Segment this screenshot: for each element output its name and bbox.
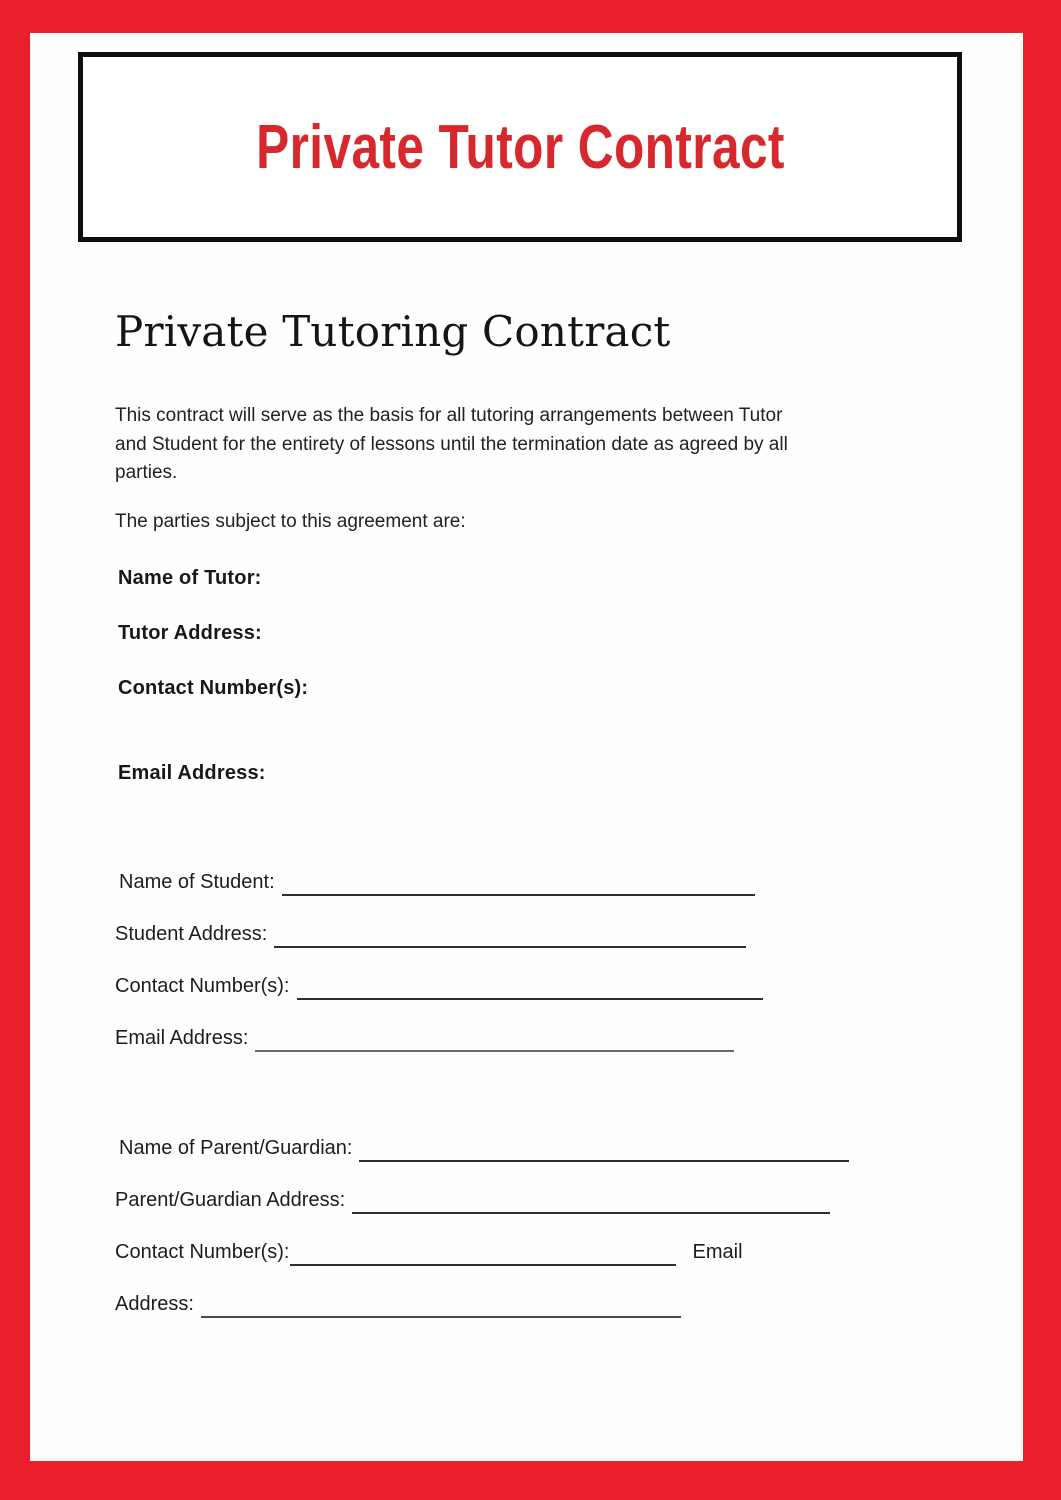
header-title: Private Tutor Contract <box>255 112 785 182</box>
field-row-guardian-email-address <box>115 1288 967 1318</box>
header-box <box>78 52 962 242</box>
fill-in-line[interactable] <box>290 1242 676 1266</box>
fill-in-line[interactable] <box>359 1138 849 1162</box>
tutor-section <box>115 564 967 787</box>
field-row-student-contact <box>115 970 967 1000</box>
intro-paragraph <box>115 402 967 488</box>
field-label-suffix: Email <box>692 1240 743 1263</box>
intro-line: This contract will serve as the basis for all tutoring arrangements between Tutor <box>115 405 783 426</box>
field-label: Contact Number(s): <box>115 1240 290 1263</box>
fill-in-line[interactable] <box>274 924 746 948</box>
tutor-contact-label: Contact Number(s): <box>118 676 309 699</box>
fill-in-line[interactable] <box>255 1028 734 1052</box>
student-section <box>115 866 967 1052</box>
contract-body <box>30 306 1023 1318</box>
intro-line: parties. <box>115 462 178 483</box>
fill-in-line[interactable] <box>297 976 763 1000</box>
field-row-student-address <box>115 918 967 948</box>
tutor-name-label: Name of Tutor: <box>118 566 262 589</box>
fill-in-line[interactable] <box>201 1294 681 1318</box>
fill-in-line[interactable] <box>282 872 755 896</box>
field-label: Name of Student: <box>119 870 275 893</box>
tutor-address-label: Tutor Address: <box>118 621 262 644</box>
tutor-email-label: Email Address: <box>118 761 266 784</box>
guardian-section <box>115 1132 967 1318</box>
parties-intro: The parties subject to this agreement are: <box>115 510 466 532</box>
document-heading: Private Tutoring Contract <box>115 307 671 356</box>
field-label: Contact Number(s): <box>115 974 290 997</box>
field-label: Address: <box>115 1292 194 1315</box>
field-label: Email Address: <box>115 1026 249 1049</box>
field-label: Parent/Guardian Address: <box>115 1188 346 1211</box>
intro-line: and Student for the entirety of lessons until the termination date as agreed by all <box>115 433 788 455</box>
field-row-student-email <box>115 1022 967 1052</box>
field-row-guardian-name <box>115 1132 967 1162</box>
field-row-guardian-address <box>115 1184 967 1214</box>
field-label: Student Address: <box>115 922 268 945</box>
field-row-guardian-contact <box>115 1236 967 1266</box>
field-row-student-name <box>115 866 967 896</box>
field-label: Name of Parent/Guardian: <box>119 1136 353 1159</box>
fill-in-line[interactable] <box>352 1190 830 1214</box>
